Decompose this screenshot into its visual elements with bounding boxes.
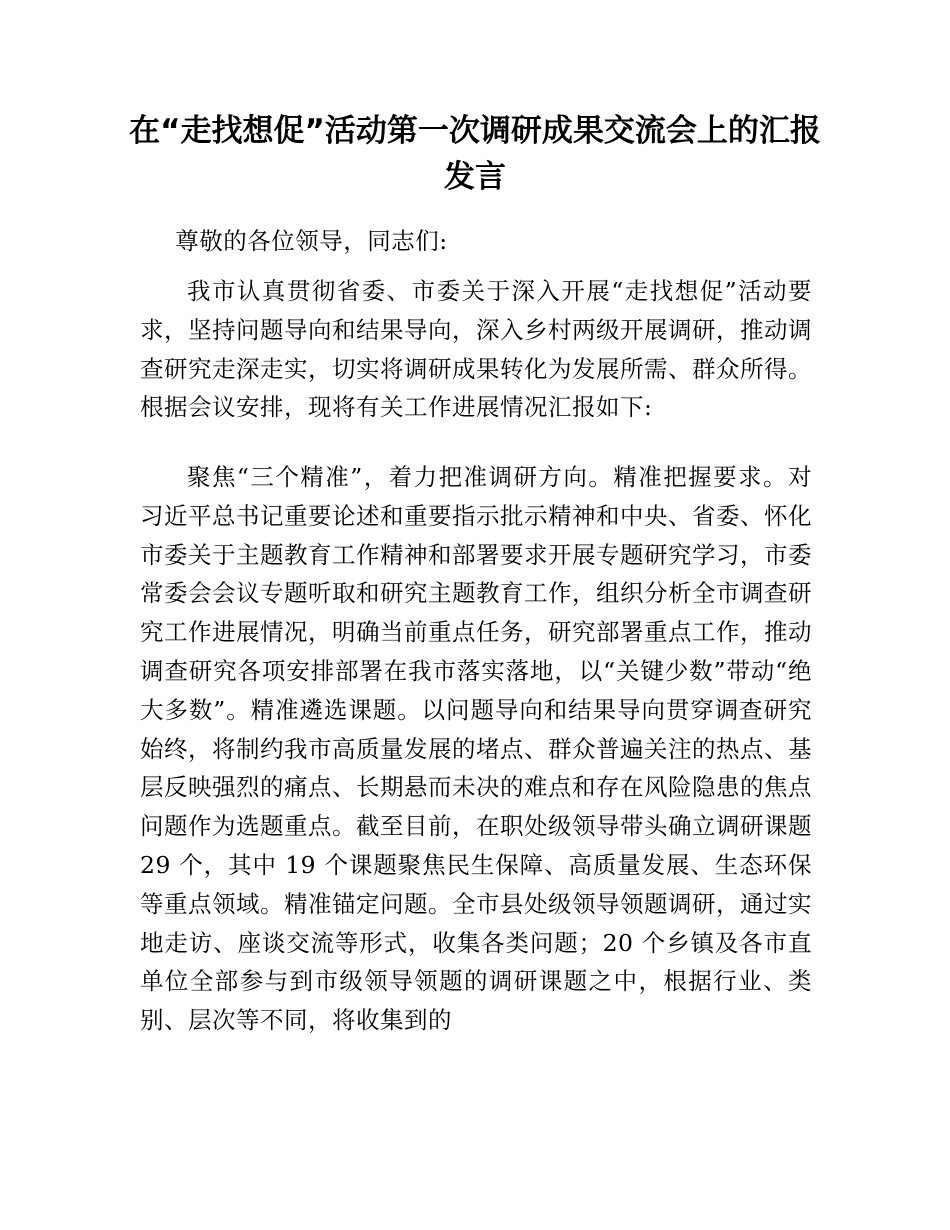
paragraph-intro: 我市认真贯彻省委、市委关于深入开展“走找想促”活动要求，坚持问题导向和结果导向，深入乡村两级开展调研，推动调查研究走深走实，切实将调研成果转化为发展所需、群众所得。根据会议安排，现将有关工作进展情况汇报如下: [140, 277, 812, 422]
greeting: 尊敬的各位领导，同志们: [175, 227, 448, 255]
document-title: 在“走找想促”活动第一次调研成果交流会上的汇报发言 [129, 113, 821, 195]
paragraph-focus: 聚焦“三个精准”，着力把准调研方向。精准把握要求。对习近平总书记重要论述和重要指示批示精神和中央、省委、怀化市委关于主题教育工作精神和部署要求开展专题研究学习，市委常委会会议专题听取和研究主题教育工作，组织分析全市调查研究工作进展情况，明确当前重点任务，研究部署重点工作，推动调查研究各项安排部署在我市落实落地，以“关键少数”带动“绝大多数”。精准遴选课题。以问题导向和结果导向贯穿调查研究始终，将制约我市高质量发展的堵点、群众普遍关注的热点、基层反映强烈的痛点、长期悬而未决的难点和存在风险隐患的焦点问题作为选题重点。截至目前，在职处级领导带头确立调研课题 29 个，其中 19 个课题聚焦民生保障、高质量发展、生态环保等重点领域。精准锚定问题。全市县处级领导领题调研，通过实地走访、座谈交流等形式，收集各类问题；20 个乡镇及各市直单位全部参与到市级领导领题的调研课题之中，根据行业、类别、层次等不同，将收集到的 [140, 463, 812, 1035]
